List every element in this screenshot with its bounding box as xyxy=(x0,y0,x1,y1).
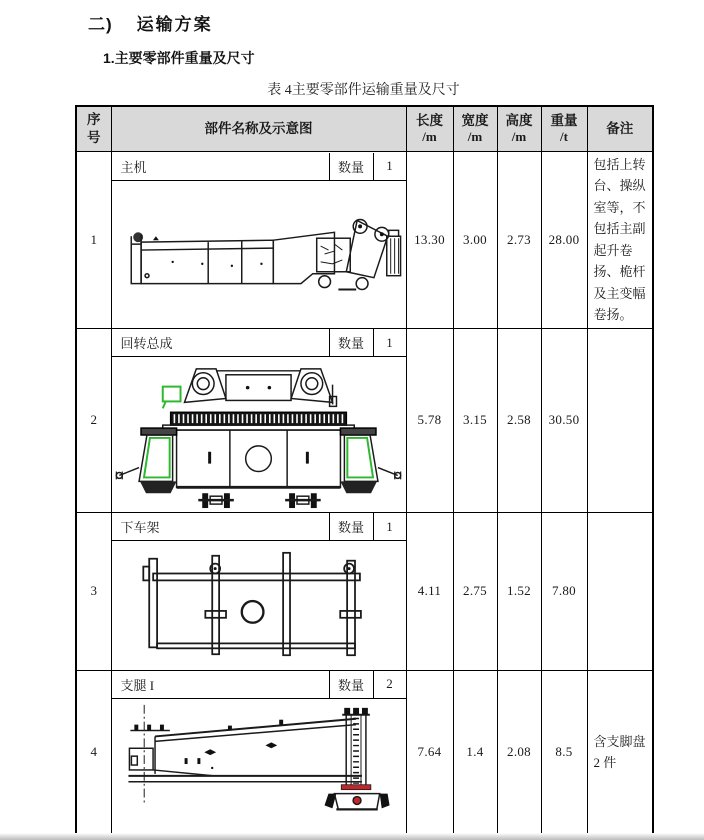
section-heading xyxy=(88,10,704,35)
row4-width: 1.4 xyxy=(453,670,497,835)
row1-name-cell xyxy=(111,151,406,328)
row4-remark: 含支脚盘 2 件 xyxy=(587,670,653,835)
table-row xyxy=(76,670,653,835)
row4-no: 4 xyxy=(76,670,111,835)
table-caption: 表 4主要零部件运输重量及尺寸 xyxy=(267,83,460,98)
row4-part-name: 支腿 I xyxy=(120,677,155,693)
header-weight xyxy=(541,106,587,151)
row1-qty-value: 1 xyxy=(373,153,406,180)
row2-qty-value: 1 xyxy=(373,329,406,356)
row2-name-cell xyxy=(111,328,406,512)
header-height-unit: /m xyxy=(511,129,527,145)
components-table xyxy=(75,105,654,836)
row2-length: 5.78 xyxy=(406,328,453,512)
header-weight-label: 重量 xyxy=(550,112,578,128)
row4-qty-label: 数量 xyxy=(329,671,373,698)
row3-qty-value: 1 xyxy=(373,513,406,540)
row1-height: 2.73 xyxy=(497,151,541,328)
row1-no: 1 xyxy=(76,151,111,328)
header-height-label: 高度 xyxy=(505,112,533,128)
row3-length: 4.11 xyxy=(406,512,453,670)
row3-name-cell xyxy=(111,512,406,670)
row4-height: 2.08 xyxy=(497,670,541,835)
section-number: 二) xyxy=(88,15,113,34)
header-no-line2: 号 xyxy=(87,129,101,145)
row3-width: 2.75 xyxy=(453,512,497,670)
document-page xyxy=(0,10,704,840)
header-width xyxy=(453,106,497,151)
table-header-row xyxy=(76,106,653,151)
row3-qty-label: 数量 xyxy=(329,513,373,540)
row2-width: 3.15 xyxy=(453,328,497,512)
sub-heading: 1.主要零部件重量及尺寸 xyxy=(103,50,255,66)
row2-weight: 30.50 xyxy=(541,328,587,512)
row2-qty-label: 数量 xyxy=(329,329,373,356)
header-length xyxy=(406,106,453,151)
row1-name-bar xyxy=(112,153,406,181)
slewing-assembly-schematic xyxy=(112,357,406,511)
row1-remark: 包括上转台、操纵室等，不包括主副起升卷扬、桅杆及主变幅卷扬。 xyxy=(587,151,653,328)
row4-name-cell xyxy=(111,670,406,835)
header-length-label: 长度 xyxy=(416,112,443,128)
row1-width: 3.00 xyxy=(453,151,497,328)
table-row xyxy=(76,328,653,512)
header-no-line1: 序 xyxy=(87,112,101,128)
section-title: 运输方案 xyxy=(136,15,213,34)
row3-name-bar xyxy=(112,513,406,541)
header-height xyxy=(497,106,541,151)
table-row xyxy=(76,151,653,328)
row4-name-bar xyxy=(112,671,406,699)
header-width-unit: /m xyxy=(467,129,483,145)
row4-weight: 8.5 xyxy=(541,670,587,835)
row4-qty-value: 2 xyxy=(373,671,406,698)
row3-part-name: 下车架 xyxy=(120,520,160,535)
page-bottom-edge xyxy=(0,833,704,840)
row2-height: 2.58 xyxy=(497,328,541,512)
header-width-label: 宽度 xyxy=(461,112,489,128)
header-no xyxy=(76,106,111,151)
header-length-unit: /m xyxy=(422,129,437,145)
row3-no: 3 xyxy=(76,512,111,670)
row3-weight: 7.80 xyxy=(541,512,587,670)
lower-frame-schematic xyxy=(112,541,406,669)
main-machine-schematic xyxy=(112,181,406,327)
row1-qty-label: 数量 xyxy=(329,153,373,180)
row1-length: 13.30 xyxy=(406,151,453,328)
outrigger-schematic xyxy=(112,699,406,834)
header-weight-unit: /t xyxy=(560,129,568,145)
row1-part-name: 主机 xyxy=(120,159,147,175)
row2-name-bar xyxy=(112,329,406,357)
row2-part-name: 回转总成 xyxy=(120,336,173,351)
row1-weight: 28.00 xyxy=(541,151,587,328)
row2-remark xyxy=(587,328,653,512)
table-row xyxy=(76,512,653,670)
row2-no: 2 xyxy=(76,328,111,512)
row4-length: 7.64 xyxy=(406,670,453,835)
row3-height: 1.52 xyxy=(497,512,541,670)
header-name: 部件名称及示意图 xyxy=(111,106,406,151)
header-remark: 备注 xyxy=(587,106,653,151)
row3-remark xyxy=(587,512,653,670)
